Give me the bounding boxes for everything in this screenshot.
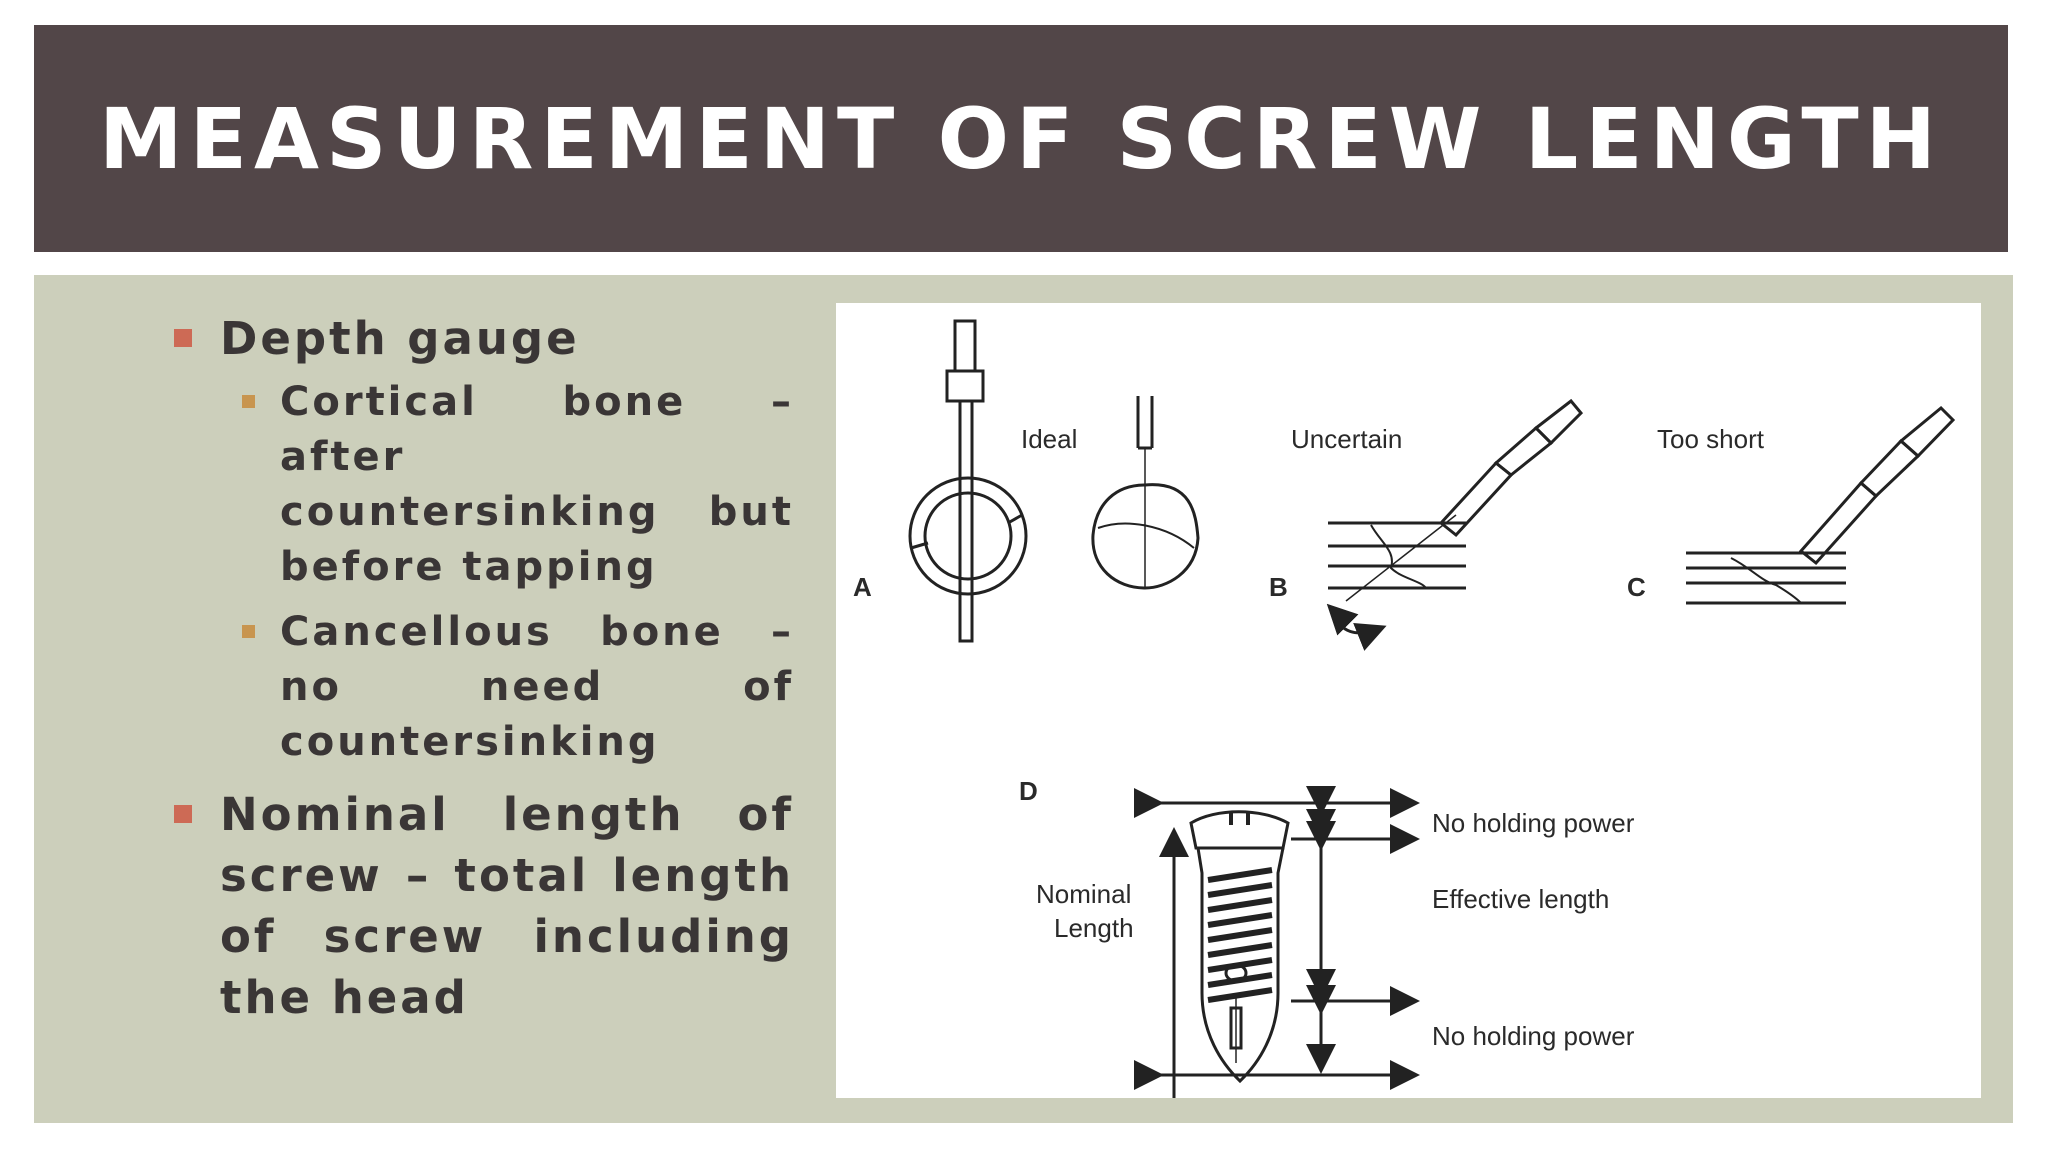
panel-d-letter: D <box>1019 776 1038 806</box>
panel-b-letter: B <box>1269 572 1288 602</box>
sub-bullet-marker-icon <box>242 625 255 638</box>
bullet-marker-icon <box>174 805 192 823</box>
screw-length-figure <box>836 303 1981 1098</box>
panel-a-letter: A <box>853 572 872 602</box>
sub-bullet-text: Cancellous bone – no need of countersinking <box>280 609 794 765</box>
panel-a-label: Ideal <box>1021 424 1078 454</box>
panel-d-diagram <box>1158 803 1414 1098</box>
panel-d-nominal-label-2: Length <box>1054 913 1134 943</box>
panel-c-letter: C <box>1627 572 1646 602</box>
title-bar <box>34 25 2008 252</box>
sub-bullet-marker-icon <box>242 395 255 408</box>
sub-bullet-text: Cortical bone – after countersinking but before tapping <box>280 379 794 590</box>
panel-c-label: Too short <box>1657 424 1764 454</box>
bullet-list <box>134 308 794 1034</box>
sub-bullet-item-cancellous <box>134 605 794 770</box>
bullet-item-nominal-length <box>134 784 794 1028</box>
sub-bullet-item-cortical <box>134 375 794 595</box>
bullet-marker-icon <box>174 329 192 347</box>
bullet-text: Nominal length of screw – total length of screw including the head <box>220 788 794 1024</box>
panel-b-label: Uncertain <box>1291 424 1403 454</box>
bullet-text: Depth gauge <box>220 312 580 365</box>
panel-d-bottom-label: No holding power <box>1432 1021 1635 1051</box>
panel-d-top-label: No holding power <box>1432 808 1635 838</box>
bullet-item-depth-gauge <box>134 308 794 369</box>
slide-title: MEASUREMENT OF SCREW LENGTH <box>99 89 1943 188</box>
panel-d-middle-label: Effective length <box>1432 884 1610 914</box>
panel-a-diagram <box>910 321 1198 641</box>
panel-d-nominal-label-1: Nominal <box>1036 879 1132 909</box>
figure-svg <box>836 303 1981 1098</box>
